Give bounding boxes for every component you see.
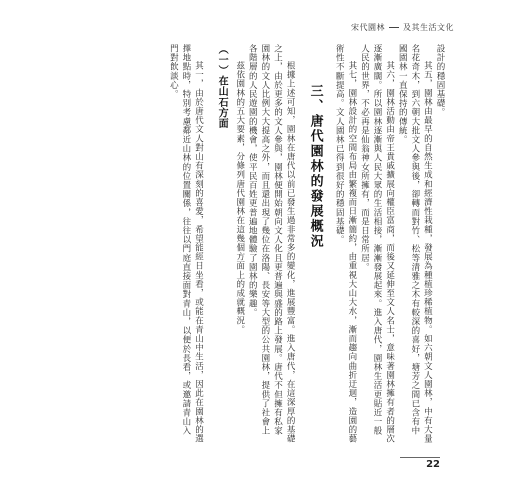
paragraph: 其五，園林由最早的自然生成和經濟性栽種，發展為種植珍稀植物。如六朝文人園林，中有大量名花奇木，到六朝大批文人參與後，卻轉而對竹、松等清雅之木有較深的喜好，塘芳之間已含有中國園林一直保持的傳統。: [397, 44, 433, 444]
paragraph: 設計的穩固基礎。: [435, 44, 445, 117]
page-number: 22: [426, 459, 440, 470]
paragraph: 茲依園林的五大要素，分條列唐代園林在這幾個方面上的成就概況。: [234, 61, 245, 334]
section-heading: 三、唐代園林的發展概況: [307, 84, 323, 249]
running-header-title: 宋代園林: [351, 23, 385, 32]
running-header-rule: [389, 27, 399, 28]
running-header-subtitle: 及其生活文化: [403, 23, 454, 32]
paragraph: 根據上述可知，園林在唐代以前已發生過非常多的變化，進展豐富。進入唐代，在這深厚的基礎之上，由於更多的文人參與，園林便開始朝向文人化且更普遍與盛的路上發展。唐代不但擁有私家園林的文人比例大大提高之外，而且還出現了幾位在洛陽、長安等大型的公共園林，提供了社會上各階層的人民遊園的機會，使平民百姓更普遍地體驗了園林的樂趣。: [247, 44, 296, 444]
paragraph: 其七，園林設計的空間布局由繁複而日漸簡約，由重視大山大水，漸而趨向曲折迂迴，造園的藝術性不斷提高。文人園林已得到很好的穩固基礎。: [334, 44, 357, 444]
paragraph: 其六，園林活動由帝王貴戚擴展向權臣富商，而後又延伸至文人名士，意味著園林擁有者的層次逐漸廣闊。所以園林逐漸與人民大眾的生活相接，漸漸發展起來。進入唐代，園林生活更貼近一般人民的世界，不必再是仙翁神女所擁有，而是日常所居。: [359, 44, 395, 444]
body-text: [66, 44, 446, 444]
subsection-heading: （一）在山石方面: [216, 44, 228, 129]
page-number-rule: [400, 457, 440, 458]
running-header: [351, 22, 454, 33]
paragraph: 其一，由於唐代文人對山有深刻的喜愛，希望能經日坐看，或能在青山中生活，因此在園林的選擇地點時，特別考慮鄰近山林的位置關係，往往以門庭直接面對青山，以便於長看，或邀請青山入門對飲談心。: [168, 44, 204, 444]
